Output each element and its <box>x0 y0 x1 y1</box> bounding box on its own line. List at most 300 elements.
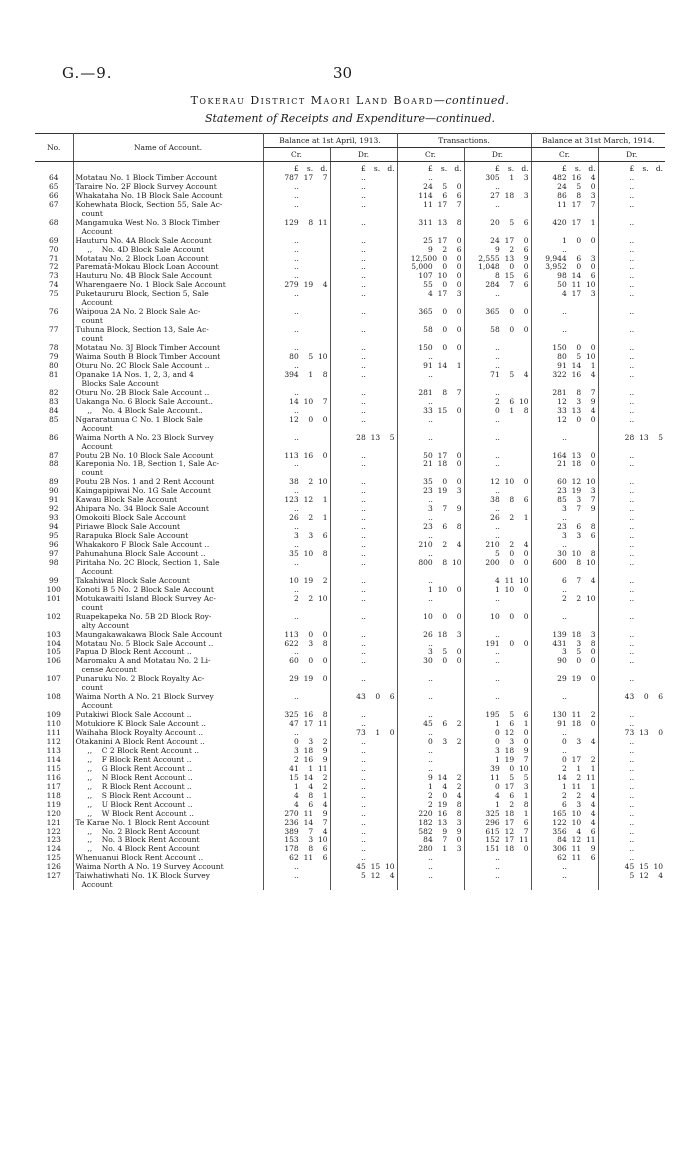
account-name-line: Hauturu No. 4A Block Sale Account <box>75 236 212 245</box>
amount-pence: 3 <box>523 191 529 200</box>
amount-tdr <box>464 648 531 657</box>
account-name <box>73 487 263 496</box>
amount-pounds: 113 <box>284 451 299 460</box>
table-row <box>35 640 665 649</box>
account-name-continuation: Blocks Sale Account <box>81 378 159 388</box>
amount-pence: 7 <box>590 200 596 209</box>
amount-b2dr <box>598 765 665 774</box>
amount-pence: 0 <box>456 326 462 335</box>
amount-pence: 0 <box>389 729 395 738</box>
amount-pounds: 0 <box>494 738 500 746</box>
amount-pence: 11 <box>585 773 596 782</box>
amount-shillings: 18 <box>504 809 515 818</box>
column-cr: Cr. <box>263 148 330 162</box>
amount-shillings: 0 <box>509 326 515 335</box>
amount-empty: .. <box>428 872 433 881</box>
account-name <box>73 711 263 720</box>
amount-pounds: 80 <box>557 353 567 362</box>
amount-pounds: 365 <box>485 308 500 317</box>
table-row <box>35 541 665 550</box>
row-number: 65 <box>35 183 73 192</box>
amount-pounds: 0 <box>494 729 500 738</box>
amount-pounds: 98 <box>557 272 567 281</box>
amount-pence: 0 <box>523 612 529 621</box>
amount-b1dr <box>330 828 397 837</box>
amount-pence: 3 <box>590 191 596 200</box>
amount-pence: 4 <box>322 800 328 809</box>
amount-tdr <box>464 371 531 389</box>
amount-pounds: 107 <box>418 272 433 281</box>
amount-pounds: 30 <box>557 549 567 558</box>
amount-b1cr <box>263 872 330 890</box>
table-row <box>35 595 665 613</box>
amount-pounds: 35 <box>423 478 433 487</box>
amount-pence: 10 <box>317 594 328 603</box>
amount-pounds: 5 <box>494 549 500 558</box>
amount-b1dr <box>330 854 397 863</box>
amount-empty: .. <box>361 254 366 263</box>
amount-empty: .. <box>361 173 366 182</box>
amount-b1cr <box>263 496 330 505</box>
amount-tcr <box>397 828 464 837</box>
amount-tcr <box>397 192 464 201</box>
account-name-line: Ngararatunua C No. 1 Block Sale <box>75 415 203 424</box>
amount-b1cr <box>263 819 330 828</box>
amount-b1cr <box>263 362 330 371</box>
amount-b2dr <box>598 460 665 478</box>
amount-shillings: 2 <box>308 478 314 487</box>
account-name <box>73 246 263 255</box>
amount-pence: 8 <box>456 809 462 818</box>
amount-empty: .. <box>361 460 366 469</box>
amount-pence: 1 <box>523 720 529 729</box>
amount-b2cr <box>531 514 598 523</box>
row-number: 112 <box>35 738 73 747</box>
amount-pence: 7 <box>322 818 328 827</box>
amount-b2dr <box>598 756 665 765</box>
amount-shillings: 0 <box>509 612 515 621</box>
amount-shillings: 16 <box>437 809 448 818</box>
account-name <box>73 505 263 514</box>
account-name <box>73 326 263 344</box>
amount-empty: .. <box>361 326 366 335</box>
amount-pounds: 14 <box>557 773 567 782</box>
amount-pence: 2 <box>456 782 462 791</box>
table-row <box>35 255 665 264</box>
amount-b1dr <box>330 648 397 657</box>
amount-pounds: 6 <box>561 800 567 809</box>
amount-b2cr <box>531 648 598 657</box>
amount-pounds: 3 <box>561 532 567 541</box>
amount-tdr <box>464 478 531 487</box>
amount-b2dr <box>598 586 665 595</box>
amount-empty: .. <box>294 388 299 397</box>
amount-pence: 1 <box>523 791 529 800</box>
account-name-line: Mangamuka West No. 3 Block Timber <box>75 218 220 227</box>
amount-shillings: 0 <box>442 478 448 487</box>
table-row <box>35 747 665 756</box>
table-row <box>35 810 665 819</box>
account-name <box>73 434 263 452</box>
account-name <box>73 263 263 272</box>
amount-empty: .. <box>629 818 635 827</box>
amount-pence: 2 <box>322 738 328 746</box>
amount-pence: 3 <box>456 818 462 827</box>
account-name <box>73 720 263 729</box>
table-row <box>35 371 665 389</box>
amount-pence: 4 <box>590 791 596 800</box>
amount-pence: 4 <box>590 173 596 182</box>
amount-shillings: 11 <box>571 711 582 720</box>
amount-b2dr <box>598 371 665 389</box>
amount-tdr <box>464 362 531 371</box>
amount-b1cr <box>263 747 330 756</box>
amount-empty: .. <box>428 764 433 773</box>
amount-b1cr <box>263 613 330 631</box>
amount-empty: .. <box>294 612 299 621</box>
column-dr: Dr. <box>330 148 397 162</box>
amount-empty: .. <box>629 782 635 791</box>
account-name-continuation: count <box>81 334 103 344</box>
amount-shillings: 15 <box>370 863 381 872</box>
amount-pounds: 50 <box>557 281 567 290</box>
amount-pounds: 91 <box>557 361 567 370</box>
account-name-line: ,, No. 4 Block Sale Account.. <box>75 406 203 415</box>
amount-pounds: 71 <box>490 370 500 379</box>
table-row <box>35 237 665 246</box>
amount-b1cr <box>263 532 330 541</box>
amount-pounds: 3 <box>561 648 567 657</box>
row-number: 81 <box>35 371 73 389</box>
table-row <box>35 863 665 872</box>
amount-b1cr <box>263 452 330 461</box>
amount-tcr <box>397 810 464 819</box>
amount-pence: 9 <box>590 845 596 854</box>
amount-empty: .. <box>294 523 299 532</box>
amount-pounds: 91 <box>423 361 433 370</box>
account-name-line: Whenuanui Block Rent Account .. <box>75 854 204 863</box>
amount-tdr <box>464 514 531 523</box>
amount-tcr <box>397 801 464 810</box>
amount-empty: .. <box>562 729 567 738</box>
amount-empty: .. <box>495 460 500 469</box>
amount-pounds: 2 <box>561 594 567 603</box>
table-row <box>35 765 665 774</box>
amount-shillings: 0 <box>643 693 649 702</box>
amount-b1dr <box>330 729 397 738</box>
amount-pounds: 281 <box>418 388 433 397</box>
amount-shillings: 8 <box>308 791 314 800</box>
amount-pence: 7 <box>590 388 596 397</box>
amount-empty: .. <box>629 361 635 370</box>
amount-b2cr <box>531 613 598 631</box>
amount-tdr <box>464 657 531 675</box>
page-number: 30 <box>333 64 353 82</box>
amount-pence: 4 <box>523 541 529 550</box>
amount-b1cr <box>263 586 330 595</box>
amount-b2dr <box>598 720 665 729</box>
amount-b1dr <box>330 657 397 675</box>
title-continued: —continued. <box>433 94 510 107</box>
account-name <box>73 371 263 389</box>
amount-tdr <box>464 308 531 326</box>
amount-pounds: 210 <box>418 541 433 550</box>
amount-pounds: 38 <box>289 478 299 487</box>
amount-b2cr <box>531 201 598 219</box>
amount-pence: 9 <box>322 746 328 755</box>
amount-pounds: 20 <box>490 218 500 227</box>
row-number: 95 <box>35 532 73 541</box>
amount-b2dr <box>598 613 665 631</box>
amount-b2dr <box>598 640 665 649</box>
amount-empty: .. <box>294 729 299 738</box>
amount-shillings: 11 <box>571 854 582 863</box>
amount-shillings: 17 <box>437 236 448 245</box>
amount-b2cr <box>531 631 598 640</box>
amount-pence: 10 <box>585 478 596 487</box>
amount-tcr <box>397 174 464 183</box>
amount-b2dr <box>598 478 665 487</box>
amount-pounds: 150 <box>552 344 567 353</box>
amount-pounds: 80 <box>289 353 299 362</box>
amount-shillings: 0 <box>576 236 582 245</box>
amount-empty: .. <box>629 612 635 621</box>
amount-b1dr <box>330 514 397 523</box>
amount-empty: .. <box>562 433 567 442</box>
amount-b2dr <box>598 523 665 532</box>
amount-b1dr <box>330 201 397 219</box>
table-row <box>35 281 665 290</box>
amount-tdr <box>464 729 531 738</box>
amount-pounds: 129 <box>284 218 299 227</box>
amount-b1cr <box>263 729 330 738</box>
amount-empty: .. <box>361 549 366 558</box>
amount-empty: .. <box>562 746 567 755</box>
amount-shillings: 0 <box>442 308 448 317</box>
account-name <box>73 801 263 810</box>
amount-empty: .. <box>361 720 366 729</box>
account-name <box>73 192 263 201</box>
amount-empty: .. <box>361 281 366 290</box>
amount-b2cr <box>531 371 598 389</box>
amount-pence: 11 <box>317 764 328 773</box>
amount-empty: .. <box>629 173 635 182</box>
amount-empty: .. <box>294 263 299 272</box>
units-cell: £ s. d. <box>263 162 330 174</box>
amount-shillings: 5 <box>576 353 582 362</box>
row-number: 87 <box>35 452 73 461</box>
amount-tdr <box>464 272 531 281</box>
amount-pounds: 2 <box>561 764 567 773</box>
amount-pence: 4 <box>322 281 328 290</box>
amount-pence: 2 <box>590 755 596 764</box>
row-number: 98 <box>35 559 73 577</box>
amount-shillings: 5 <box>576 182 582 191</box>
amount-empty: .. <box>428 863 433 872</box>
amount-b1cr <box>263 183 330 192</box>
row-number: 106 <box>35 657 73 675</box>
account-name <box>73 747 263 756</box>
table-row <box>35 783 665 792</box>
amount-pounds: 45 <box>624 863 635 872</box>
amount-empty: .. <box>495 353 500 362</box>
amount-pounds: 9 <box>427 245 433 254</box>
amount-pounds: 2,555 <box>478 254 500 263</box>
amount-empty: .. <box>294 236 299 245</box>
account-name-line: Hauturu No. 4B Block Sale Account <box>75 272 212 281</box>
amount-b1dr <box>330 675 397 693</box>
amount-empty: .. <box>629 657 635 666</box>
amount-pounds: 356 <box>552 827 567 836</box>
amount-pence: 4 <box>523 370 529 379</box>
amount-tdr <box>464 675 531 693</box>
amount-pence: 10 <box>317 836 328 845</box>
amount-empty: .. <box>629 254 635 263</box>
amount-empty: .. <box>629 406 635 415</box>
account-name <box>73 174 263 183</box>
amount-b1cr <box>263 407 330 416</box>
row-number: 120 <box>35 810 73 819</box>
amount-pounds: 281 <box>552 388 567 397</box>
amount-b1dr <box>330 711 397 720</box>
amount-tdr <box>464 810 531 819</box>
amount-pounds: 5,000 <box>411 263 433 272</box>
amount-tcr <box>397 496 464 505</box>
amount-b1dr <box>330 389 397 398</box>
amount-tcr <box>397 613 464 631</box>
amount-shillings: 19 <box>504 755 515 764</box>
amount-pence: 0 <box>590 236 596 245</box>
amount-shillings: 11 <box>571 281 582 290</box>
amount-empty: .. <box>361 406 366 415</box>
amount-empty: .. <box>495 433 500 442</box>
amount-shillings: 0 <box>442 344 448 353</box>
amount-shillings: 19 <box>571 675 582 684</box>
amount-empty: .. <box>361 200 366 209</box>
amount-empty: .. <box>562 872 567 881</box>
amount-pence: 7 <box>523 755 529 764</box>
amount-shillings: 19 <box>303 675 314 684</box>
amount-tcr <box>397 541 464 550</box>
amount-pounds: 3 <box>293 746 299 755</box>
amount-tcr <box>397 675 464 693</box>
amount-b2cr <box>531 478 598 487</box>
amount-pence: 10 <box>585 281 596 290</box>
account-name-line: Puketaururu Block, Section 5, Sale <box>75 290 209 299</box>
amount-pounds: 15 <box>289 773 299 782</box>
amount-b2cr <box>531 398 598 407</box>
amount-empty: .. <box>495 532 500 541</box>
account-name-line: Punaruku No. 2 Block Royalty Ac- <box>75 675 205 684</box>
row-number: 96 <box>35 541 73 550</box>
amount-pence: 6 <box>389 693 395 702</box>
account-name-continuation: Account <box>81 566 113 576</box>
amount-pounds: 43 <box>624 693 635 702</box>
amount-b1cr <box>263 523 330 532</box>
amount-tcr <box>397 863 464 872</box>
amount-empty: .. <box>562 326 567 335</box>
amount-pence: 11 <box>317 218 328 227</box>
amount-shillings: 17 <box>303 720 314 729</box>
amount-b2cr <box>531 290 598 308</box>
amount-pounds: 9 <box>494 245 500 254</box>
amount-empty: .. <box>629 549 635 558</box>
column-group-closing-balance: Balance at 31st March, 1914. <box>531 134 665 148</box>
amount-empty: .. <box>629 487 635 496</box>
amount-pence: 7 <box>456 388 462 397</box>
amount-tdr <box>464 246 531 255</box>
amount-b1dr <box>330 863 397 872</box>
amount-b2cr <box>531 720 598 729</box>
amount-pounds: 10 <box>423 612 433 621</box>
amount-tcr <box>397 398 464 407</box>
amount-b2cr <box>531 550 598 559</box>
amount-b2cr <box>531 362 598 371</box>
amount-empty: .. <box>294 863 299 872</box>
amount-shillings: 19 <box>303 576 314 585</box>
amount-tdr <box>464 532 531 541</box>
amount-shillings: 18 <box>437 630 448 639</box>
amount-pounds: 279 <box>284 281 299 290</box>
amount-shillings: 5 <box>509 773 515 782</box>
amount-shillings: 1 <box>576 764 582 773</box>
amount-b2cr <box>531 389 598 398</box>
amount-pounds: 1 <box>427 585 433 594</box>
amount-b2dr <box>598 872 665 890</box>
amount-pounds: 26 <box>490 514 500 523</box>
amount-tcr <box>397 595 464 613</box>
row-number: 66 <box>35 192 73 201</box>
amount-b1cr <box>263 398 330 407</box>
amount-pounds: 2 <box>293 755 299 764</box>
account-name <box>73 640 263 649</box>
amount-b2dr <box>598 819 665 828</box>
amount-b1dr <box>330 801 397 810</box>
amount-shillings: 7 <box>442 836 448 845</box>
amount-b2cr <box>531 792 598 801</box>
amount-tcr <box>397 389 464 398</box>
amount-b1cr <box>263 657 330 675</box>
amount-pence: 10 <box>585 353 596 362</box>
amount-tcr <box>397 586 464 595</box>
units-cell: £ s. d. <box>464 162 531 174</box>
amount-pounds: 62 <box>289 854 299 863</box>
amount-shillings: 17 <box>571 200 582 209</box>
amount-b1dr <box>330 272 397 281</box>
row-number: 121 <box>35 819 73 828</box>
amount-empty: .. <box>495 693 500 702</box>
amount-pence: 10 <box>451 558 462 567</box>
amount-shillings: 3 <box>509 738 515 746</box>
amount-shillings: 15 <box>504 272 515 281</box>
amount-b1cr <box>263 559 330 577</box>
amount-pounds: 122 <box>552 818 567 827</box>
amount-b2dr <box>598 711 665 720</box>
amount-b2cr <box>531 586 598 595</box>
account-name <box>73 398 263 407</box>
amount-b2dr <box>598 783 665 792</box>
amount-shillings: 6 <box>509 791 515 800</box>
amount-b2cr <box>531 281 598 290</box>
amount-empty: .. <box>629 773 635 782</box>
account-name-line: Uakanga No. 6 Block Sale Account.. <box>75 397 213 406</box>
amount-empty: .. <box>428 496 433 505</box>
amount-empty: .. <box>562 308 567 317</box>
amount-tcr <box>397 281 464 290</box>
amount-pence: 0 <box>590 648 596 657</box>
amount-pence: 5 <box>658 433 663 442</box>
amount-shillings: 0 <box>442 791 448 800</box>
